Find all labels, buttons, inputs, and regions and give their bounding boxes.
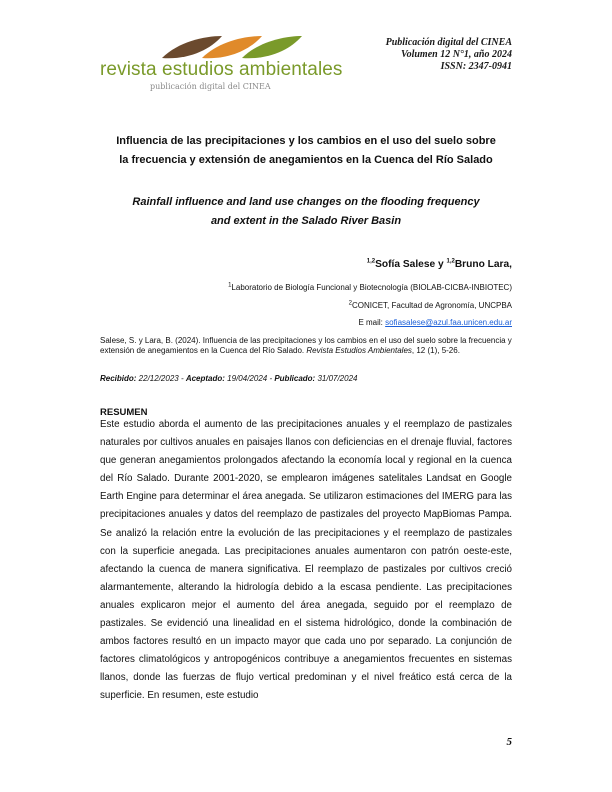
page-number: 5 — [506, 736, 512, 748]
author-list — [367, 259, 512, 270]
published-date: 31/07/2024 — [315, 374, 358, 383]
email-label: E mail: — [358, 318, 386, 327]
author-2-name: Bruno Lara, — [454, 259, 512, 270]
contact-email — [358, 318, 512, 327]
dates-line — [100, 374, 357, 383]
affiliation-1 — [228, 283, 512, 292]
title-english-line-2: and extent in the Salado River Basin — [210, 215, 402, 227]
citation — [100, 336, 512, 356]
abstract-body: Este estudio aborda el aumento de las precipitaciones anuales y el reemplazo de pastizales naturales por cultivos anuales en paisajes llanos con deficiencias en el drenaje fluvial, factores que generan anegamientos prolongados afectando la economía local y regional en la cuenca del Río Salado. Durante 2001-2020, se emplearon imágenes satelitales Landsat en Google Earth Engine para determinar el área anegada. Se utilizaron estimaciones del IMERG para las precipitaciones anuales y datos del reemplazo de pastizales del proyecto MapBiomas Pampa. Se analizó la relación entre la evolución de las precipitaciones y el reemplazo de pastizales con la superficie anegada. Las precipitaciones anuales aumentaron con patrón oeste-este, afectando la cuenca de manera significativa. El reemplazo de pastizales por cultivos creció alarmantemente, alterando la hidrología debido a la escasa pendiente. Las precipitaciones anuales explicaron mejor el aumento del área anegada, seguido por el reemplazo de pastizales. Se evidenció una linealidad en el sistema hidrológico, donde la combinación de ambos factores resultó en un impacto mayor que cada uno por separado. La conjunción de factores climatológicos y antropogénicos contribuye a anegamientos frecuentes en sistemas llanos, donde las fuerzas de flujo vertical predominan y el nivel freático está cerca de la superficie. En resumen, este estudio — [100, 419, 512, 702]
author-1-name: Sofía Salese y — [375, 259, 447, 270]
received-date: 22/12/2023 - — [136, 374, 186, 383]
citation-volume-pages: , 12 (1), 5-26. — [411, 346, 460, 355]
journal-logo-subtitle: publicación digital del CINEA — [150, 82, 271, 91]
abstract-heading: RESUMEN — [100, 407, 148, 418]
affiliation-2-text: CONICET, Facultad de Agronomía, UNCPBA — [351, 301, 512, 310]
title-spanish — [100, 132, 512, 170]
accepted-label: Aceptado: — [185, 374, 225, 383]
title-english-line-1: Rainfall influence and land use changes on the flooding frequency — [132, 196, 480, 208]
citation-journal: Revista Estudios Ambientales — [306, 346, 412, 355]
publication-volume: Volumen 12 N°1, año 2024 — [401, 49, 512, 60]
citation-text: Salese, S. y Lara, B. (2024). Influencia de las precipitaciones y los cambios en el uso del suelo sobre la frecuencia y extensión de anegamientos en la Cuenca del Río Salado. — [100, 336, 512, 355]
publication-issn: ISSN: 2347-0941 — [440, 61, 512, 72]
affiliation-1-text: Laboratorio de Biología Funcional y Biotecnología (BIOLAB-CICBA-INBIOTEC) — [231, 283, 512, 292]
title-english — [100, 193, 512, 231]
received-label: Recibido: — [100, 374, 137, 383]
author-1-affiliation-marker: 1,2 — [366, 258, 376, 265]
email-link[interactable]: sofiasalese@azul.faa.unicen.edu.ar — [385, 318, 512, 327]
title-spanish-line-1: Influencia de las precipitaciones y los cambios en el uso del suelo sobre — [116, 135, 496, 147]
published-label: Publicado: — [274, 374, 316, 383]
accepted-date: 19/04/2024 - — [224, 374, 275, 383]
publication-line-1: Publicación digital del CINEA — [385, 37, 512, 48]
journal-logo-title: revista estudios ambientales — [100, 59, 343, 80]
title-spanish-line-2: la frecuencia y extensión de anegamientos en la Cuenca del Río Salado — [119, 154, 493, 166]
affiliation-1-marker: 1 — [228, 282, 232, 289]
affiliation-2-marker: 2 — [348, 300, 352, 307]
affiliation-2 — [349, 301, 512, 310]
author-2-affiliation-marker: 1,2 — [446, 258, 455, 265]
